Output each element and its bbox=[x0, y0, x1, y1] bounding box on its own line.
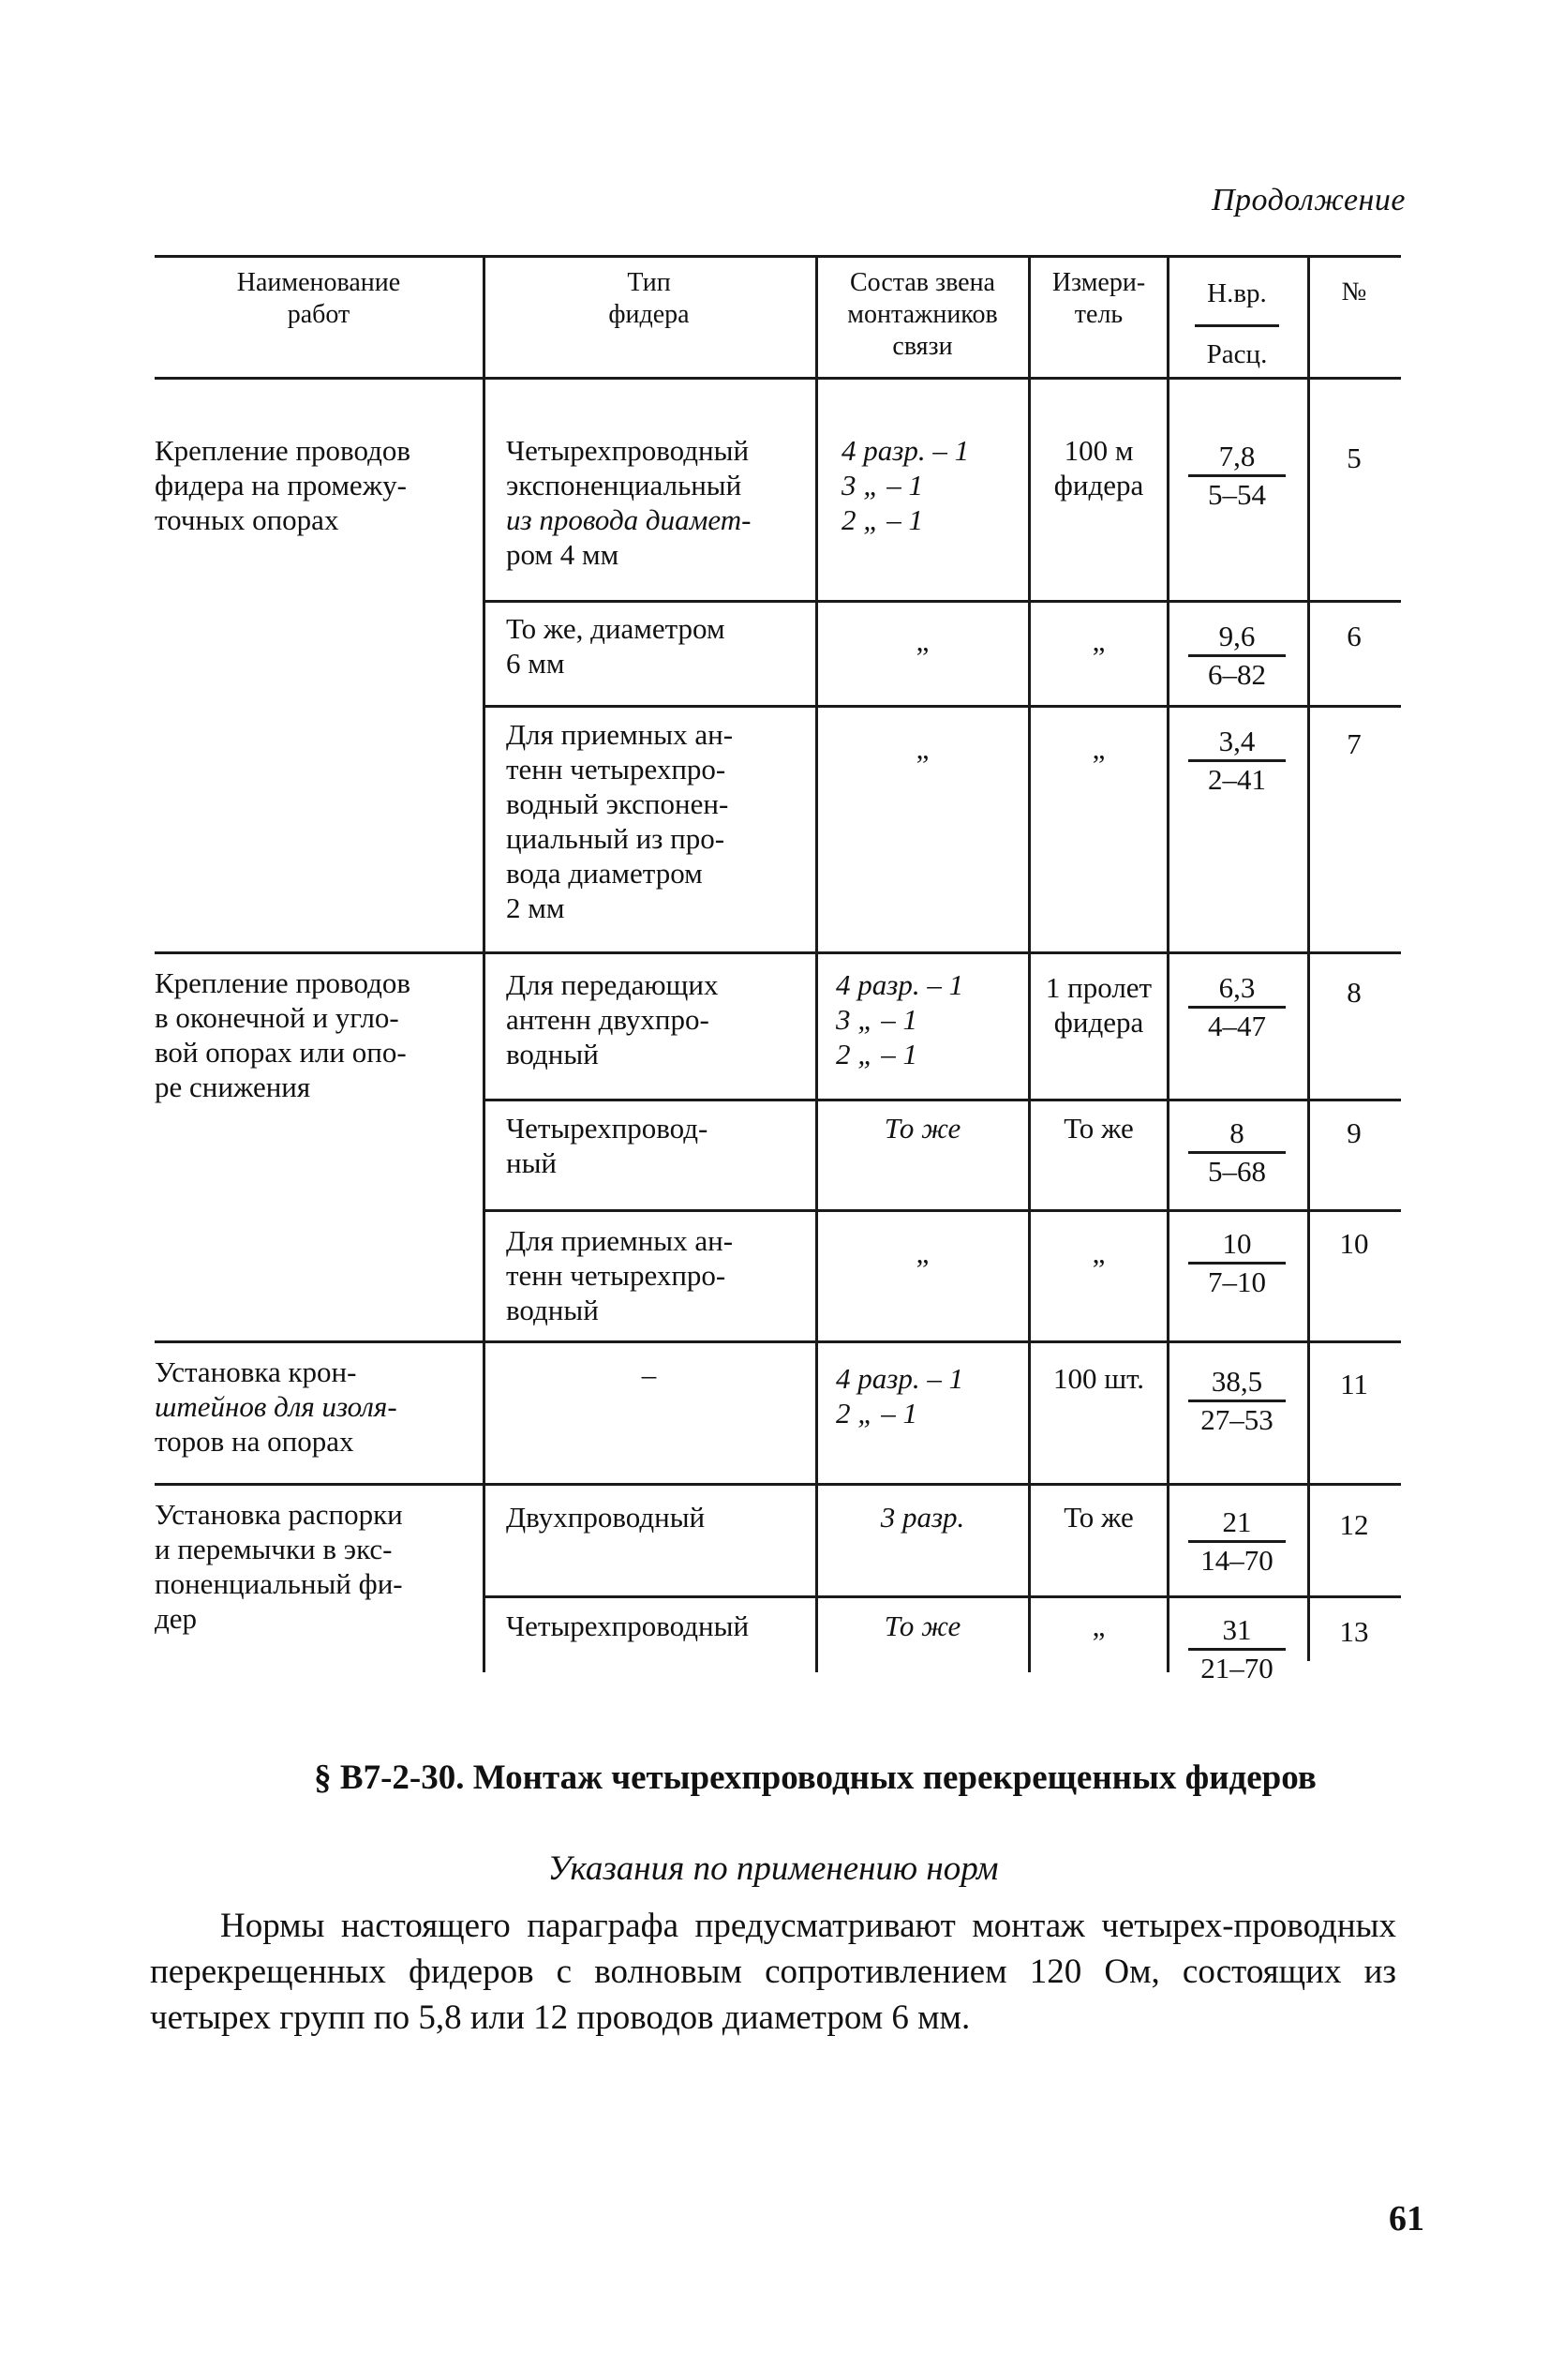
row-6-norm bbox=[1181, 619, 1293, 693]
row-5-crew: 4 разр. – 1 3 „ – 1 2 „ – 1 bbox=[842, 434, 970, 536]
row-13-meter: „ bbox=[1092, 1609, 1106, 1642]
row-12-norm bbox=[1181, 1504, 1293, 1579]
header-rate-label: Расц. bbox=[1206, 339, 1268, 369]
rate: 21–70 bbox=[1200, 1652, 1273, 1684]
col-divider-4 bbox=[1167, 255, 1169, 1672]
row-10-crew: „ bbox=[916, 1236, 930, 1269]
row-5-norm bbox=[1181, 439, 1293, 513]
row-9-number: 9 bbox=[1347, 1116, 1362, 1149]
section-subheading: Указания по применению норм bbox=[547, 1849, 999, 1888]
header-bottom-rule bbox=[155, 377, 1401, 380]
row-9-type: Четырехпровод- ный bbox=[506, 1112, 708, 1179]
group-rule-2 bbox=[155, 1340, 1401, 1343]
row-8-meter: 1 пролет фидера bbox=[1045, 971, 1153, 1039]
row-rule-5 bbox=[483, 600, 1401, 603]
row-6-crew: „ bbox=[916, 624, 930, 657]
nvr-header-divider bbox=[1195, 324, 1279, 327]
header-name: Наименование работ bbox=[236, 268, 401, 329]
row-11-number: 11 bbox=[1340, 1368, 1368, 1400]
row-11-meter: 100 шт. bbox=[1052, 1362, 1145, 1395]
row-11-norm bbox=[1181, 1364, 1293, 1438]
continuation-label: Продолжение bbox=[1211, 183, 1406, 217]
col-divider-5 bbox=[1307, 255, 1310, 1661]
col-divider-1 bbox=[483, 255, 485, 1672]
rate: 14–70 bbox=[1200, 1544, 1273, 1577]
row-8-crew: 4 разр. – 1 3 „ – 1 2 „ – 1 bbox=[836, 968, 964, 1070]
row-rule-6 bbox=[483, 705, 1401, 708]
row-9-norm bbox=[1181, 1115, 1293, 1190]
rate: 7–10 bbox=[1208, 1265, 1266, 1298]
norm-time: 21 bbox=[1188, 1504, 1286, 1543]
group-name-2: Крепление проводов в оконечной и угло- вой опорах или опо- ре снижения bbox=[155, 966, 410, 1103]
rate: 4–47 bbox=[1208, 1010, 1266, 1042]
row-10-norm bbox=[1181, 1226, 1293, 1300]
group-name-3: Установка крон- штейнов для изоля- торов на опорах bbox=[155, 1355, 397, 1458]
header-type: Тип фидера bbox=[608, 268, 690, 329]
rate: 5–54 bbox=[1208, 478, 1266, 511]
rate: 2–41 bbox=[1208, 763, 1266, 796]
row-8-type: Для передающих антенн двухпро- водный bbox=[506, 968, 719, 1070]
row-10-number: 10 bbox=[1339, 1227, 1369, 1260]
row-8-norm bbox=[1181, 970, 1293, 1044]
col-divider-2 bbox=[815, 255, 818, 1672]
header-number: № bbox=[1341, 277, 1367, 307]
row-12-number: 12 bbox=[1339, 1508, 1369, 1541]
norm-time: 31 bbox=[1188, 1612, 1286, 1651]
norm-time: 3,4 bbox=[1188, 724, 1286, 762]
row-13-crew: То же bbox=[884, 1609, 961, 1642]
header-nvr: Н.вр. bbox=[1207, 278, 1267, 308]
rate: 27–53 bbox=[1200, 1403, 1273, 1436]
row-7-norm bbox=[1181, 724, 1293, 798]
row-9-crew: То же bbox=[884, 1112, 961, 1145]
row-11-crew: 4 разр. – 1 2 „ – 1 bbox=[836, 1362, 964, 1429]
row-12-type: Двухпроводный bbox=[506, 1501, 706, 1534]
row-6-number: 6 bbox=[1347, 620, 1362, 652]
row-9-meter: То же bbox=[1064, 1112, 1134, 1145]
row-11-type: – bbox=[641, 1358, 657, 1391]
norm-time: 8 bbox=[1188, 1115, 1286, 1154]
group-name-4: Установка распорки и перемычки в экс- поненциальный фи- дер bbox=[155, 1498, 403, 1635]
row-7-type: Для приемных ан- тенн четырехпро- водный экспонен- циальный из про- вода диаметром 2 мм bbox=[506, 718, 734, 924]
header-crew: Состав звена монтажников связи bbox=[847, 268, 998, 361]
row-12-crew: 3 разр. bbox=[880, 1501, 965, 1534]
row-5-meter: 100 м фидера bbox=[1053, 434, 1144, 501]
norm-time: 9,6 bbox=[1188, 619, 1286, 657]
row-8-number: 8 bbox=[1347, 976, 1362, 1009]
row-rule-12 bbox=[483, 1595, 1401, 1598]
row-12-meter: То же bbox=[1064, 1501, 1134, 1534]
table-top-rule bbox=[155, 255, 1401, 258]
row-7-meter: „ bbox=[1092, 732, 1106, 765]
row-13-number: 13 bbox=[1339, 1615, 1369, 1648]
norm-time: 6,3 bbox=[1188, 970, 1286, 1009]
norm-time: 38,5 bbox=[1188, 1364, 1286, 1402]
row-13-type: Четырехпроводный bbox=[506, 1609, 750, 1642]
rate: 5–68 bbox=[1208, 1155, 1266, 1188]
rate: 6–82 bbox=[1208, 658, 1266, 691]
row-7-number: 7 bbox=[1347, 727, 1362, 760]
row-10-meter: „ bbox=[1092, 1236, 1106, 1269]
row-rule-8 bbox=[483, 1099, 1401, 1101]
norm-time: 10 bbox=[1188, 1226, 1286, 1265]
row-10-type: Для приемных ан- тенн четырехпро- водный bbox=[506, 1224, 734, 1326]
row-5-type: Четырехпроводный экспоненциальный из провода диамет- ром 4 мм bbox=[506, 434, 752, 571]
row-7-crew: „ bbox=[916, 732, 930, 765]
group-name-1: Крепление проводов фидера на промежу- точных опорах bbox=[155, 434, 410, 536]
row-5-number: 5 bbox=[1347, 442, 1362, 474]
group-rule-3 bbox=[155, 1483, 1401, 1486]
group-rule-1 bbox=[155, 951, 1401, 954]
row-6-meter: „ bbox=[1092, 624, 1106, 657]
row-rule-9 bbox=[483, 1209, 1401, 1212]
norm-time: 7,8 bbox=[1188, 439, 1286, 477]
body-paragraph: Нормы настоящего параграфа предусматривают монтаж четырех-проводных перекрещенных фидеров с волновым сопротивлением 120 Ом, состоящих из четырех групп по 5,8 или 12 проводов диаметром 6 мм. bbox=[150, 1907, 1396, 2037]
row-6-type: То же, диаметром 6 мм bbox=[506, 612, 725, 680]
page-number: 61 bbox=[1389, 2199, 1424, 2238]
header-meter: Измери- тель bbox=[1051, 268, 1146, 329]
section-heading: § В7-2-30. Монтаж четырехпроводных перекрещенных фидеров bbox=[314, 1759, 1317, 1797]
row-13-norm bbox=[1181, 1612, 1293, 1686]
